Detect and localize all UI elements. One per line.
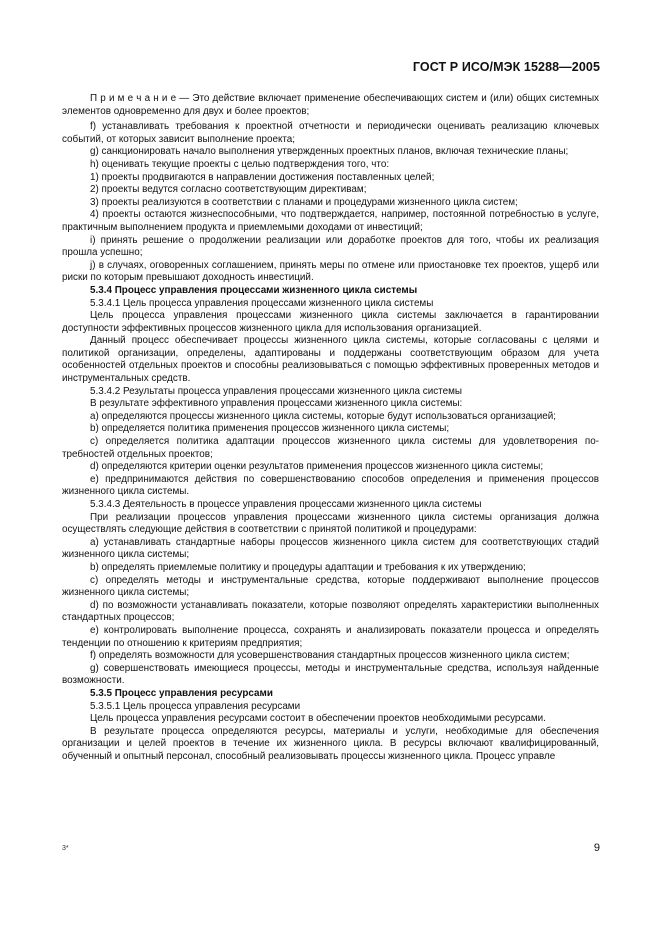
list-item: b) определяется политика применения процессов жизненного цикла системы; — [90, 423, 450, 435]
list-item: 1) проекты продвигаются в направлении достижения поставленных целей; — [90, 171, 435, 183]
subsection-heading: 5.3.4.3 Деятельность в процессе управления процессами жизненного цикла системы — [90, 499, 482, 510]
body-paragraph: Цель процесса управления ресурсами состоит в обеспечении проектов необходимыми ресурсами. — [90, 713, 546, 725]
list-item: 2) проекты ведутся согласно соответствующим директивам; — [90, 184, 367, 196]
document-header: ГОСТ Р ИСО/МЭК 15288—2005 — [412, 60, 600, 74]
list-item: c) определять методы и инструментальные средства, которые поддерживают выполнение процессов жизненного цикла системы; — [62, 574, 599, 599]
body-paragraph: В результате процесса определяются ресурсы, материалы и услуги, необходимые для обеспечения организации и целей проектов в течение их жизненного цикла. В ресурсы включают квалифицированный, обученный и опытный персонал, способный реализовывать процессы жизненного цикла. Процесс управле — [62, 725, 599, 762]
document-body — [62, 93, 599, 763]
subsection-heading: 5.3.4.1 Цель процесса управления процессами жизненного цикла системы — [90, 297, 434, 309]
sheet-mark: 3* — [62, 845, 69, 852]
list-item: f) устанавливать требования к проектной отчетности и периодически оценивать реализацию ключевых событий, от которых зависит выполнение проекта; — [62, 121, 599, 145]
list-item: e) контролировать выполнение процесса, сохранять и анализировать показатели процесса и определять тенденции по отношению к критериям предприятия; — [62, 624, 599, 649]
section-heading: 5.3.4 Процесс управления процессами жизненного цикла системы — [90, 284, 418, 296]
list-item: c) определяется политика адаптации процессов жизненного цикла системы для удовлетворения потребностей отдельных проектов; — [62, 436, 599, 460]
list-item: d) определяются критерии оценки результатов применения процессов жизненного цикла системы; — [90, 461, 544, 473]
list-item: 4) проекты остаются жизнеспособными, что подтверждается, например, постоянной потребностью в услуге, практичным выполнением продукта и приемлемыми доходами от инвестиций; — [62, 209, 599, 233]
list-item: a) определяются процессы жизненного цикла системы, которые будут использоваться организацией; — [90, 410, 556, 422]
subsection-heading: 5.3.4.2 Результаты процесса управления процессами жизненного цикла системы — [90, 385, 462, 397]
list-item: i) принять решение о продолжении реализации или доработке проектов для того, чтобы их реализация прошла успешно; — [62, 234, 599, 259]
list-item: h) оценивать текущие проекты с целью подтверждения того, что: — [90, 158, 390, 170]
body-paragraph: При реализации процессов управления процессами жизненного цикла системы организация должна осуществлять следующие действия в соответствии с принятой политикой и процедурами: — [62, 511, 599, 536]
list-item: d) по возможности устанавливать показатели, которые позволяют определять характеристики выполненных стандартных процессов; — [62, 599, 599, 624]
list-item: g) совершенствовать имеющиеся процессы, методы и инструментальные средства, используя найденные возможности. — [62, 662, 599, 687]
body-paragraph: В результате эффективного управления процессами жизненного цикла системы: — [90, 398, 463, 410]
list-item: e) предпринимаются действия по совершенствованию способов определения и применения процессов жизненного цикла системы. — [62, 473, 599, 498]
list-item: j) в случаях, оговоренных соглашением, принять меры по отмене или приостановке тех проектов, ущерб или риски по которым превышают доходность инвестиций. — [62, 259, 599, 284]
list-item: 3) проекты реализуются в соответствии с планами и процедурами жизненного цикла систем; — [90, 196, 518, 208]
body-paragraph: Данный процесс обеспечивает процессы жизненного цикла системы, которые согласованы с целями и политикой организации, определены, адаптированы и поддержаны соответствующим образом для учета особенностей отдельных проектов и способны реализовываться с помощью эффективных проверенных методов и инструментальных средств. — [62, 335, 599, 385]
page-number: 9 — [593, 842, 600, 854]
list-item: a) устанавливать стандартные наборы процессов жизненного цикла систем для соответствующих стадий жизненного цикла системы; — [62, 536, 599, 561]
section-heading: 5.3.5 Процесс управления ресурсами — [90, 687, 273, 699]
list-item: f) определять возможности для усовершенствования стандартных процессов жизненного цикла систем; — [90, 650, 570, 662]
list-item: g) санкционировать начало выполнения утвержденных проектных планов, включая технические планы; — [90, 146, 569, 158]
subsection-heading: 5.3.5.1 Цель процесса управления ресурсами — [90, 700, 301, 712]
list-item: b) определять приемлемые политику и процедуры адаптации и требования к их утверждению; — [90, 561, 526, 573]
body-paragraph: Цель процесса управления процессами жизненного цикла системы заключается в гарантировании доступности эффективных процессов жизненного цикла для использования организацией. — [62, 310, 599, 334]
note-paragraph: П р и м е ч а н и е — Это действие включает применение обеспечивающих систем и (или) общих системных элементов одновременно для двух и более проектов; — [62, 93, 599, 117]
